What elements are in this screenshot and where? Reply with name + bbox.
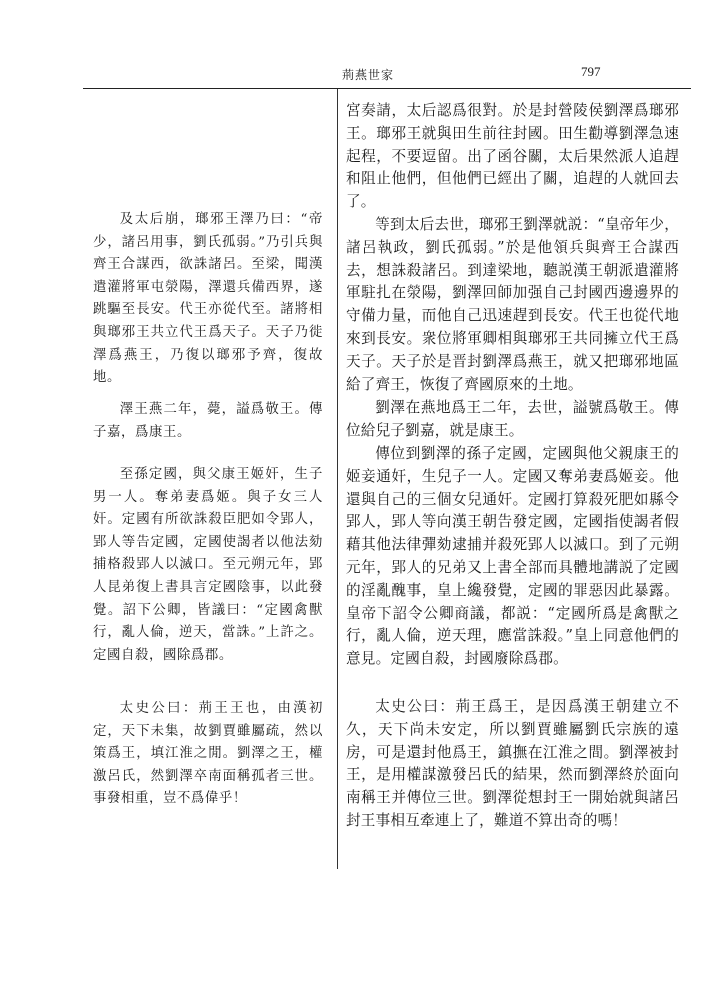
header-rule: [83, 88, 691, 89]
translation-text-4: 太史公曰：荊王爲王，是因爲漢王朝建立不久，天下尚未安定，所以劉賈雖屬劉氏宗族的遠房，可是還封他爲王，鎮撫在江淮之間。劉澤被封王，是用權謀激發呂氏的結果，然而劉澤終於面向南稱王并傳位三世。劉澤從想封王一開始就與諸呂封王事相互牽連上了，難道不算出奇的嗎！: [346, 698, 679, 829]
running-header: [0, 66, 716, 86]
column-divider: [337, 89, 338, 869]
original-paragraph-1: [93, 209, 323, 390]
translation-paragraph-3: [346, 443, 679, 671]
original-paragraph-2: [93, 399, 323, 444]
translation-paragraph-2: [346, 397, 679, 443]
original-text-3: 至孫定國，與父康王姬奸，生子男一人。奪弟妻爲姬。與子女三人奸。定國有所欲誅殺臣肥如令郢人，郢人等告定國，定國使謁者以他法劾捕格殺郢人以滅口。至元朔元年，郢人昆弟復上書具言定國陰事，以此發覺。詔下公卿，皆議曰：“定國禽獸行，亂人倫，逆天，當誅。”上許之。定國自殺，國除爲郡。: [93, 467, 323, 663]
original-paragraph-3: [93, 464, 323, 667]
original-text-2: 澤王燕二年，薨，謚爲敬王。傳子嘉，爲康王。: [93, 402, 323, 440]
translation-text-3: 傳位到劉澤的孫子定國，定國與他父親康王的姬妾通奸，生兒子一人。定國又奪弟妻爲姬妾。他還與自己的三個女兒通奸。定國打算殺死肥如縣令郢人，郢人等向漢王朝告發定國，定國指使謁者假藉其他法律彈劾逮捕并殺死郢人以滅口。到了元朔元年，郢人的兄弟又上書全部而具體地講説了定國的淫亂醜事，皇上纔發覺，定國的罪惡因此暴露。皇帝下詔令公卿商議，都説：“定國所爲是禽獸之行，亂人倫，逆天理，應當誅殺。”皇上同意他們的意見。定國自殺，封國廢除爲郡。: [346, 445, 679, 668]
translation-paragraph-0: [346, 100, 679, 214]
original-text-1: 及太后崩，瑯邪王澤乃曰：“帝少，諸呂用事，劉氏孤弱。”乃引兵與齊王合謀西，欲誅諸呂。至梁，聞漢遣灌將軍屯滎陽，澤還兵備西界，遂跳驅至長安。代王亦從代至。諸將相與瑯邪王共立代王爲天子。天子乃徙澤爲燕王，乃復以瑯邪予齊，復故地。: [93, 212, 323, 386]
translation-paragraph-4: [346, 696, 679, 833]
page-number: 797: [581, 64, 601, 79]
original-paragraph-4: [93, 698, 323, 811]
translation-text-1: 等到太后去世，瑯邪王劉澤就説：“皇帝年少，諸呂執政，劉氏孤弱。”於是他領兵與齊王合謀西去，想誅殺諸呂。到達梁地，聽説漢王朝派遣灌將軍駐扎在滎陽，劉澤回師加强自己封國西邊邊界的守備力量，而他自己迅速趕到長安。代王也從代地來到長安。衆位將軍卿相與瑯邪王共同擁立代王爲天子。天子於是晋封劉澤爲燕王，就又把瑯邪地區給了齊王，恢復了齊國原來的土地。: [346, 216, 679, 393]
translation-paragraph-1: [346, 214, 679, 396]
translation-text-2: 劉澤在燕地爲王二年，去世，謚號爲敬王。傳位給兒子劉嘉，就是康王。: [346, 399, 679, 439]
chapter-title: 荊燕世家: [342, 68, 395, 82]
translation-text-0: 宮奏請，太后認爲很對。於是封營陵侯劉澤爲瑯邪王。瑯邪王就與田生前往封國。田生勸導劉澤急速起程，不要逗留。出了函谷關，太后果然派人追趕和阻止他們，但他們已經出了關，追趕的人就回去了。: [346, 102, 679, 211]
original-text-4: 太史公曰：荊王王也，由漢初定，天下未集，故劉賈雖屬疏，然以策爲王，填江淮之閒。劉澤之王，權激呂氏，然劉澤卒南面稱孤者三世。事發相重，豈不爲偉乎！: [93, 701, 323, 807]
